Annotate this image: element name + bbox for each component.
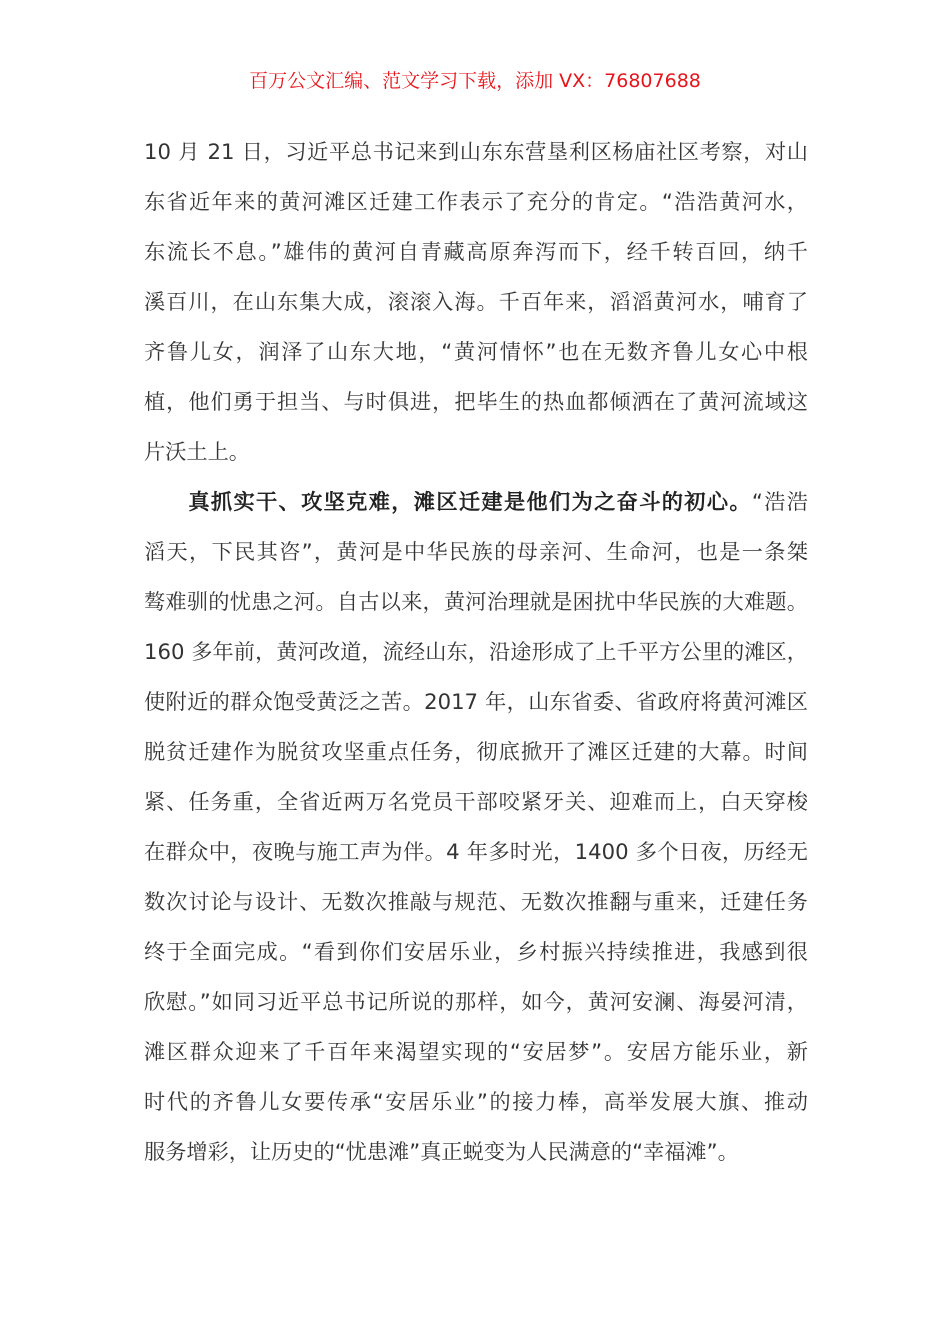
- text-line: 160 多年前，黄河改道，流经山东，沿途形成了上千平方公里的滩区，: [144, 639, 808, 664]
- text-line: 骜难驯的忧患之河。自古以来，黄河治理就是困扰中华民族的大难题。: [144, 589, 808, 614]
- text-line: 欣慰。”如同习近平总书记所说的那样，如今，黄河安澜、海晏河清，: [144, 989, 808, 1014]
- paragraph-2: [144, 477, 808, 1177]
- text-line-lead: [144, 477, 808, 527]
- text-line: 使附近的群众饱受黄泛之苦。2017 年，山东省委、省政府将黄河滩区: [144, 689, 808, 714]
- text-line: 滩区群众迎来了千百年来渴望实现的“安居梦”。安居方能乐业，新: [144, 1039, 808, 1064]
- text-line: 数次讨论与设计、无数次推敲与规范、无数次推翻与重来，迁建任务: [144, 889, 808, 914]
- text-line: 在群众中，夜晚与施工声为伴。4 年多时光，1400 多个日夜，历经无: [144, 839, 808, 864]
- text-line: 服务增彩，让历史的“忧患滩”真正蜕变为人民满意的“幸福滩”。: [144, 1139, 739, 1164]
- text-line: 10 月 21 日，习近平总书记来到山东东营垦利区杨庙社区考察，对山: [144, 139, 808, 164]
- text-line: 东省近年来的黄河滩区迁建工作表示了充分的肯定。“浩浩黄河水，: [144, 189, 808, 214]
- paragraph-1: [144, 127, 808, 477]
- paragraph-heading: 真抓实干、攻坚克难，滩区迁建是他们为之奋斗的初心。: [187, 489, 752, 514]
- watermark-banner: 百万公文汇编、范文学习下载，添加 VX：76807688: [249, 70, 701, 92]
- document-body: [144, 127, 808, 1177]
- text-line: 紧、任务重，全省近两万名党员干部咬紧牙关、迎难而上，白天穿梭: [144, 789, 808, 814]
- text-line: 植，他们勇于担当、与时俱进，把毕生的热血都倾洒在了黄河流域这: [144, 389, 808, 414]
- text-line: 滔天，下民其咨”，黄河是中华民族的母亲河、生命河，也是一条桀: [144, 539, 808, 564]
- text-line: 溪百川，在山东集大成，滚滚入海。千百年来，滔滔黄河水，哺育了: [144, 289, 808, 314]
- text-line: 东流长不息。”雄伟的黄河自青藏高原奔泻而下，经千转百回，纳千: [144, 239, 808, 264]
- text-line: 终于全面完成。“看到你们安居乐业，乡村振兴持续推进，我感到很: [144, 939, 808, 964]
- lead-quote-text: “浩浩: [751, 489, 808, 514]
- text-line: 齐鲁儿女，润泽了山东大地，“黄河情怀”也在无数齐鲁儿女心中根: [144, 339, 808, 364]
- text-line: 脱贫迁建作为脱贫攻坚重点任务，彻底掀开了滩区迁建的大幕。时间: [144, 739, 808, 764]
- text-line: 时代的齐鲁儿女要传承“安居乐业”的接力棒，高举发展大旗、推动: [144, 1089, 808, 1114]
- text-line: 片沃土上。: [144, 439, 250, 464]
